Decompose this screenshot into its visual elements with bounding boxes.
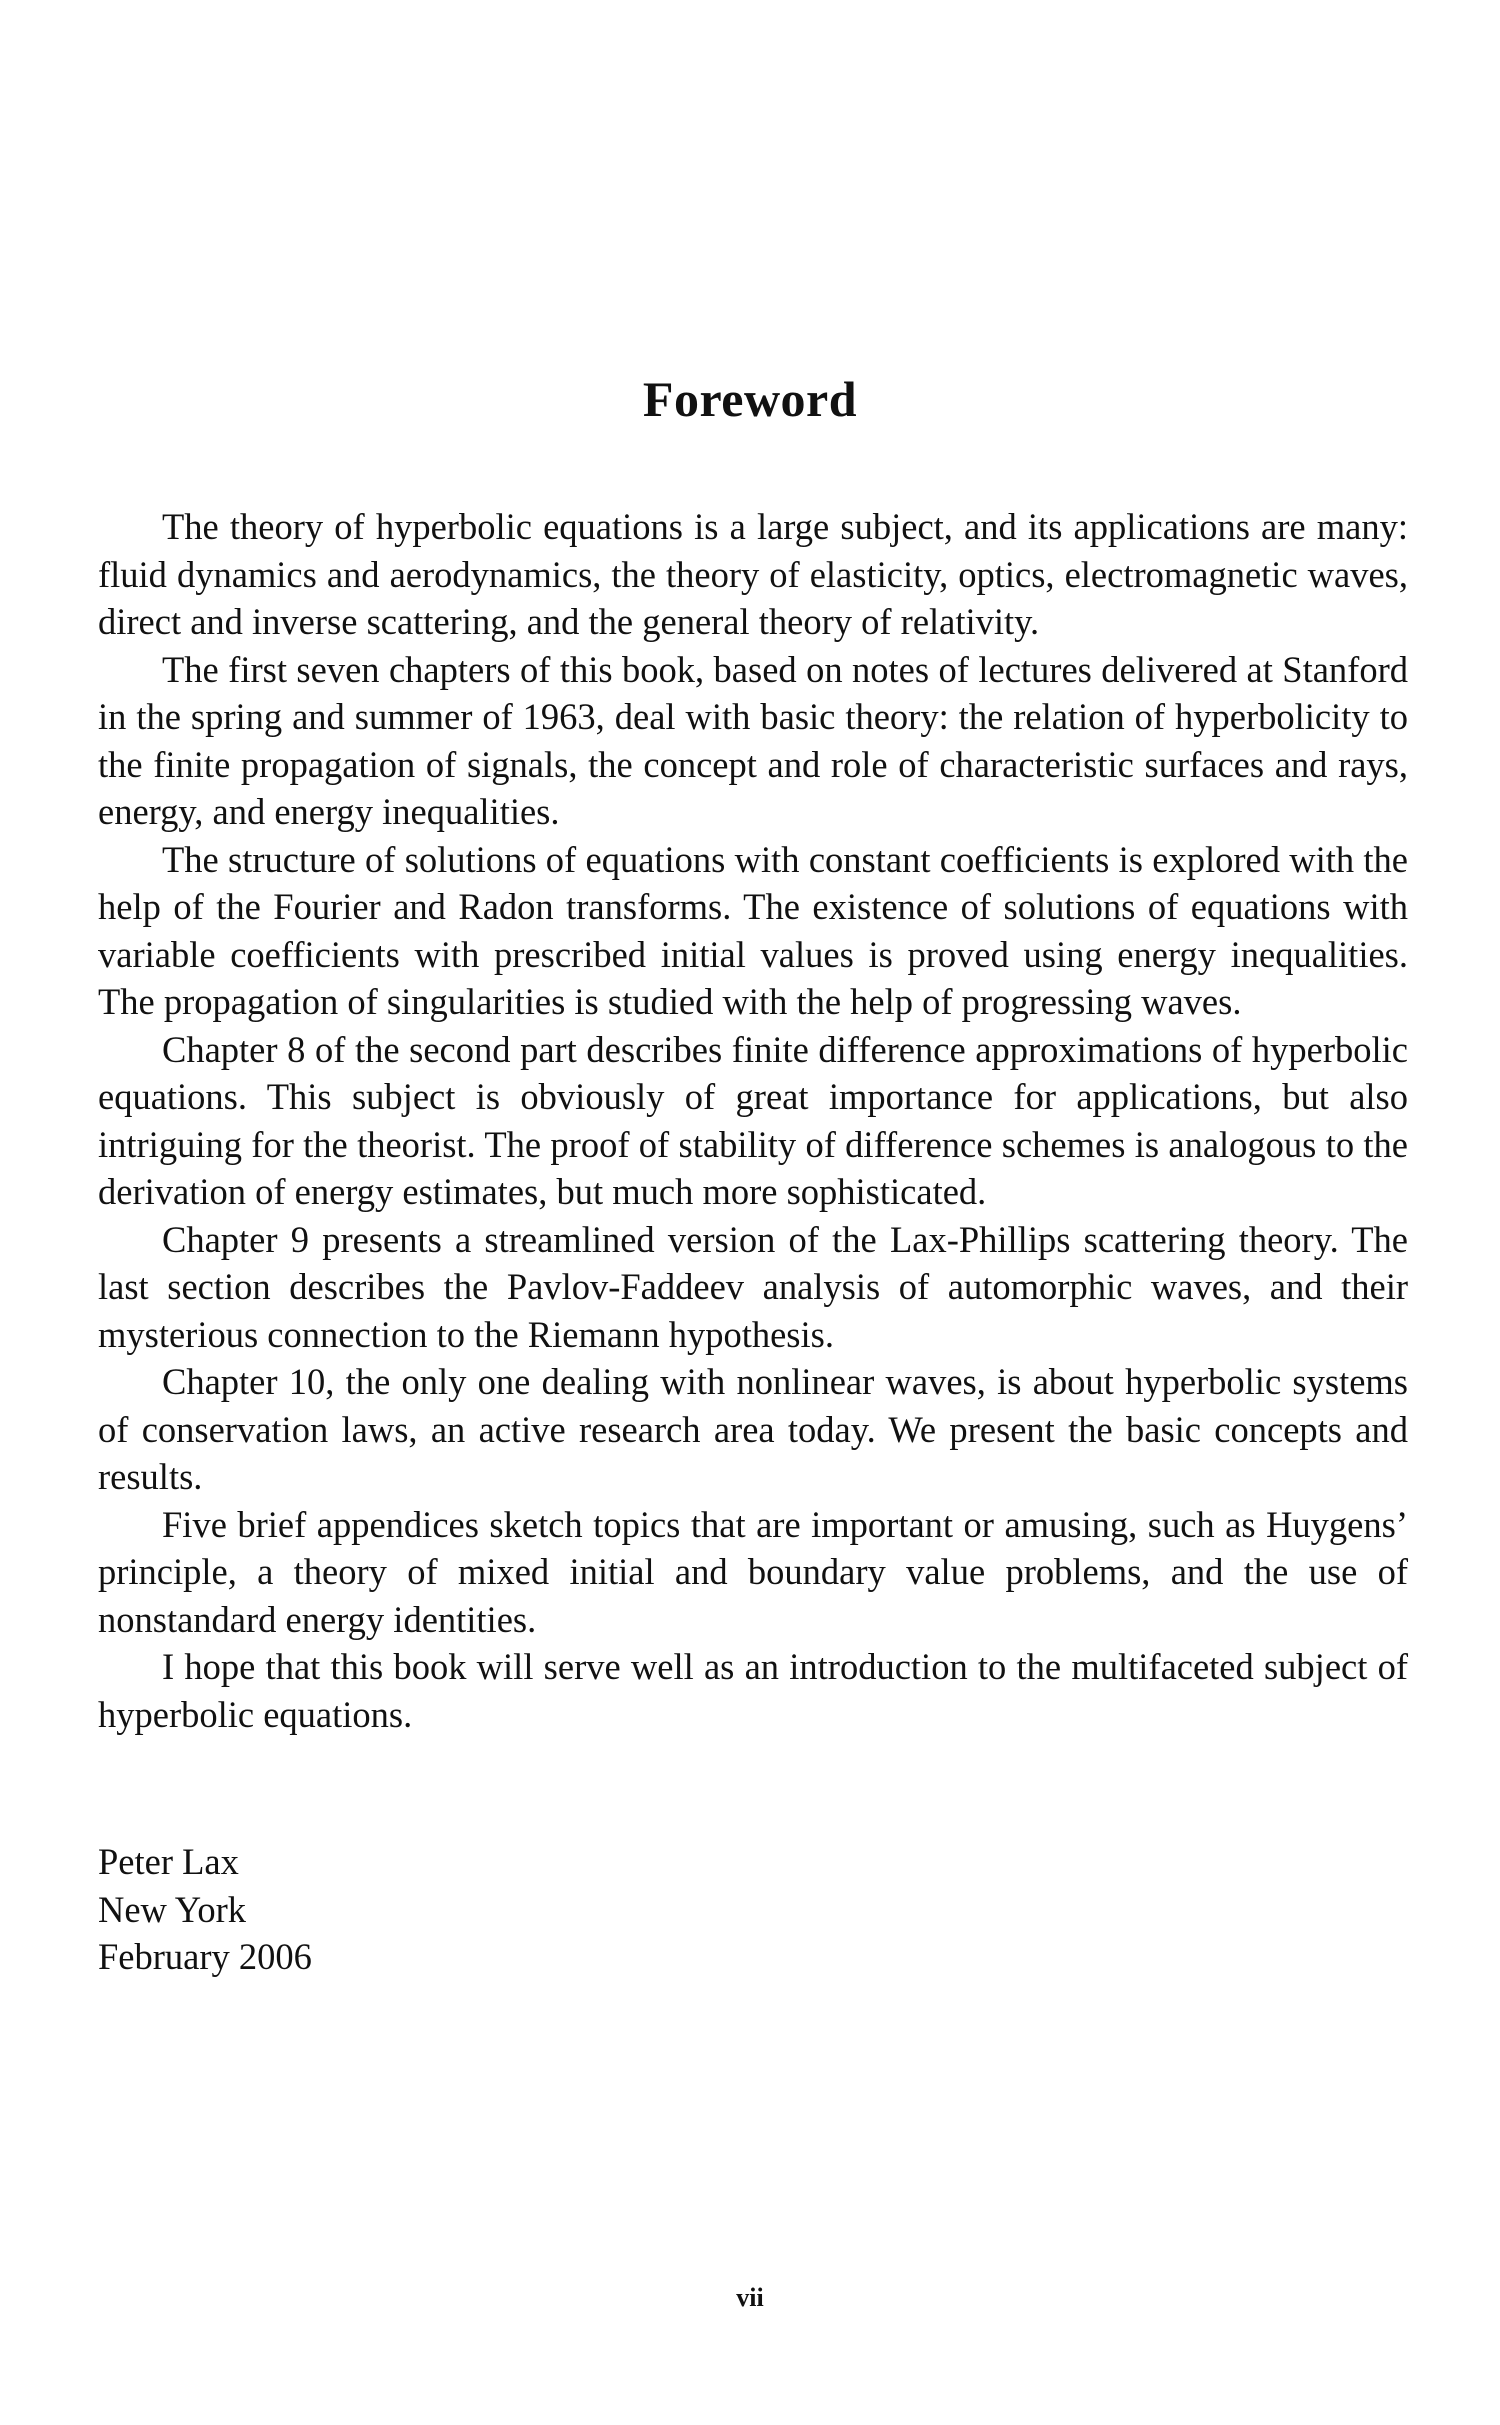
paragraph: Five brief appendices sketch topics that are important or amusing, such as Huygens’ principle, a theory of mixed initial and boundary value problems, and the use of nonstandard energy identities. bbox=[98, 1503, 1408, 1640]
paragraph: Chapter 10, the only one dealing with nonlinear waves, is about hyperbolic systems of conservation laws, an active research area today. We present the basic concepts and results. bbox=[98, 1361, 1408, 1497]
foreword-body bbox=[98, 503, 1408, 1738]
paragraph: Chapter 9 presents a streamlined version of the Lax-Phillips scattering theory. The last section describes the Pavlov-Faddeev analysis of automorphic waves, and their mysterious connection to the Riemann hypothesis. bbox=[98, 1218, 1408, 1355]
page-title: Foreword bbox=[642, 371, 858, 427]
author-place: New York bbox=[98, 1888, 247, 1930]
paragraph: The theory of hyperbolic equations is a large subject, and its applications are many: fluid dynamics and aerodynamics, the theory of elasticity, optics, electromagnetic waves, direct and inverse scattering, and the general theory of relativity. bbox=[98, 506, 1408, 642]
paragraph: The first seven chapters of this book, based on notes of lectures delivered at Stanford in the spring and summer of 1963, deal with basic theory: the relation of hyperbolicity to the finite propagation of signals, the concept and role of characteristic surfaces and rays, energy, and energy inequalities. bbox=[98, 648, 1408, 832]
paragraph: Chapter 8 of the second part describes finite difference approximations of hyperbolic equations. This subject is obviously of great importance for applications, but also intriguing for the theorist. The proof of stability of difference schemes is analogous to the derivation of energy estimates, but much more sophisticated. bbox=[98, 1028, 1408, 1212]
paragraph: The structure of solutions of equations with constant coefficients is explored with the help of the Fourier and Radon transforms. The existence of solutions of equations with variable coefficients with prescribed initial values is proved using energy inequalities. The propagation of singularities is studied with the help of progressing waves. bbox=[98, 838, 1408, 1022]
author-name: Peter Lax bbox=[98, 1841, 239, 1882]
signature-date: February 2006 bbox=[98, 1936, 312, 1977]
page-number: vii bbox=[736, 2283, 764, 2312]
paragraph: I hope that this book will serve well as an introduction to the multifaceted subject of hyperbolic equations. bbox=[98, 1646, 1408, 1735]
signature-block bbox=[98, 1838, 312, 1981]
